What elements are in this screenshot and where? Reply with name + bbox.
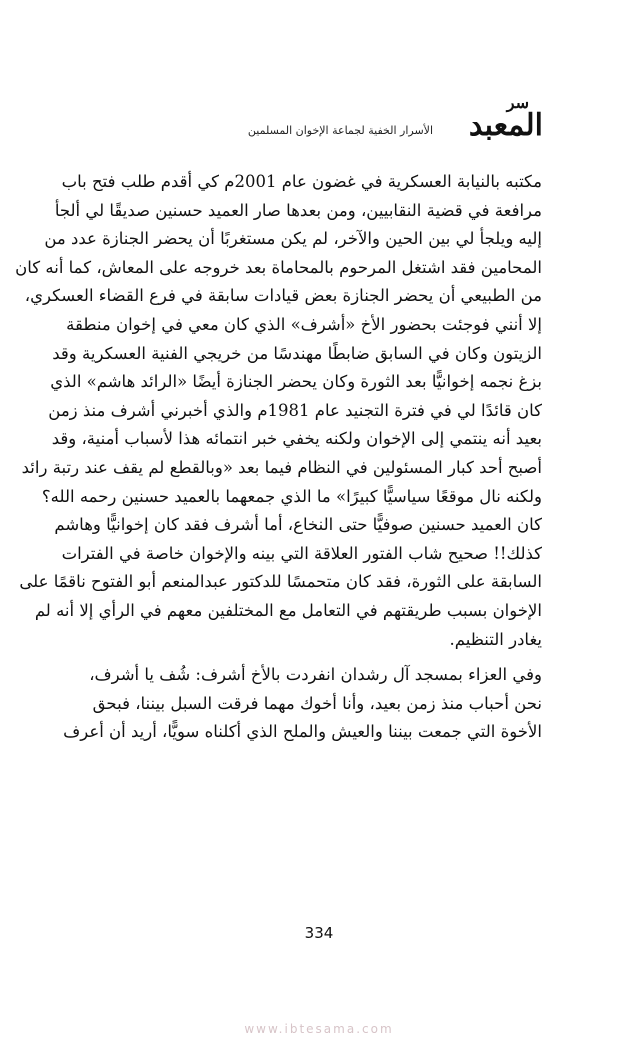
text-line: نحن أحباب منذ زمن بعيد، وأنا أخوك مهما فرقت السبل بيننا، فبحق xyxy=(92,693,542,713)
logo-main-word: المعبد xyxy=(468,108,543,143)
text-line: مرافعة في قضية النقابيين، ومن بعدها صار العميد حسنين صديقًا لي ألجأ xyxy=(54,200,542,220)
text-line: الإخوان بسبب طريقتهم في التعامل مع المختلفين معهم في الرأي إلا أنه لم xyxy=(34,600,542,620)
text-line: ولكنه نال موقعًا سياسيًّا كبيرًا» ما الذي جمعهما بالعميد حسنين رحمه الله؟ xyxy=(41,486,542,506)
text-line: الأخوة التي جمعت بيننا والعيش والملح الذي أكلناه سويًّا، أريد أن أعرف xyxy=(63,722,542,742)
logo-top-word: سر xyxy=(506,93,529,112)
text-line: مكتبه بالنيابة العسكرية في غضون عام 2001م كي أقدم طلب فتح باب xyxy=(61,172,542,191)
text-line: يغادر التنظيم. xyxy=(449,629,542,649)
text-line: أصبح أحد كبار المسئولين في النظام فيما بعد «وبالقطع لم يقف عند رتبة رائد xyxy=(21,457,542,477)
text-line: السابقة على الثورة، فقد كان متحمسًا للدكتور عبدالمنعم أبو الفتوح ناقمًا على xyxy=(19,572,542,592)
book-subtitle: الأسرار الخفية لجماعة الإخوان المسلمين xyxy=(247,124,433,137)
text-line: وفي العزاء بمسجد آل رشدان انفردت بالأخ أشرف: شُف يا أشرف، xyxy=(89,665,542,685)
running-header xyxy=(83,93,543,146)
body-text xyxy=(15,168,542,747)
watermark: www.ibtesama.com xyxy=(244,1022,394,1036)
text-line: المحامين فقد اشتغل المرحوم بالمحاماة بعد خروجه على المعاش، كما أنه كان xyxy=(15,257,542,277)
text-line: إليه ويلجأ لي بين الحين والآخر، لم يكن مستغربًا أن يحضر الجنازة عدد من xyxy=(44,229,542,249)
text-line: بزغ نجمه إخوانيًّا بعد الثورة وكان يحضر الجنازة أيضًا «الرائد هاشم» الذي xyxy=(50,372,542,392)
book-logo xyxy=(443,93,543,146)
text-line: الزيتون وكان في السابق ضابطًا مهندسًا من خريجي الفنية العسكرية وقد xyxy=(52,343,542,363)
page-number: 334 xyxy=(304,924,334,942)
text-line: كذلك!! صحيح شاب الفتور العلاقة التي بينه والإخوان خاصة في الفترات xyxy=(61,543,542,563)
text-line: من الطبيعي أن يحضر الجنازة بعض قيادات سابقة في فرع القضاء العسكري، xyxy=(24,286,542,306)
text-line: كان العميد حسنين صوفيًّا حتى النخاع، أما أشرف فقد كان إخوانيًّا وهاشم xyxy=(54,515,542,535)
text-line: كان قائدًا لي في فترة التجنيد عام 1981م والذي أخبرني أشرف منذ زمن xyxy=(48,400,542,420)
text-line: بعيد أنه ينتمي إلى الإخوان ولكنه يخفي خبر انتمائه هذا لأسباب أمنية، وقد xyxy=(51,429,542,449)
text-line: إلا أنني فوجئت بحضور الأخ «أشرف» الذي كان معي في إخوان منطقة xyxy=(66,314,542,334)
